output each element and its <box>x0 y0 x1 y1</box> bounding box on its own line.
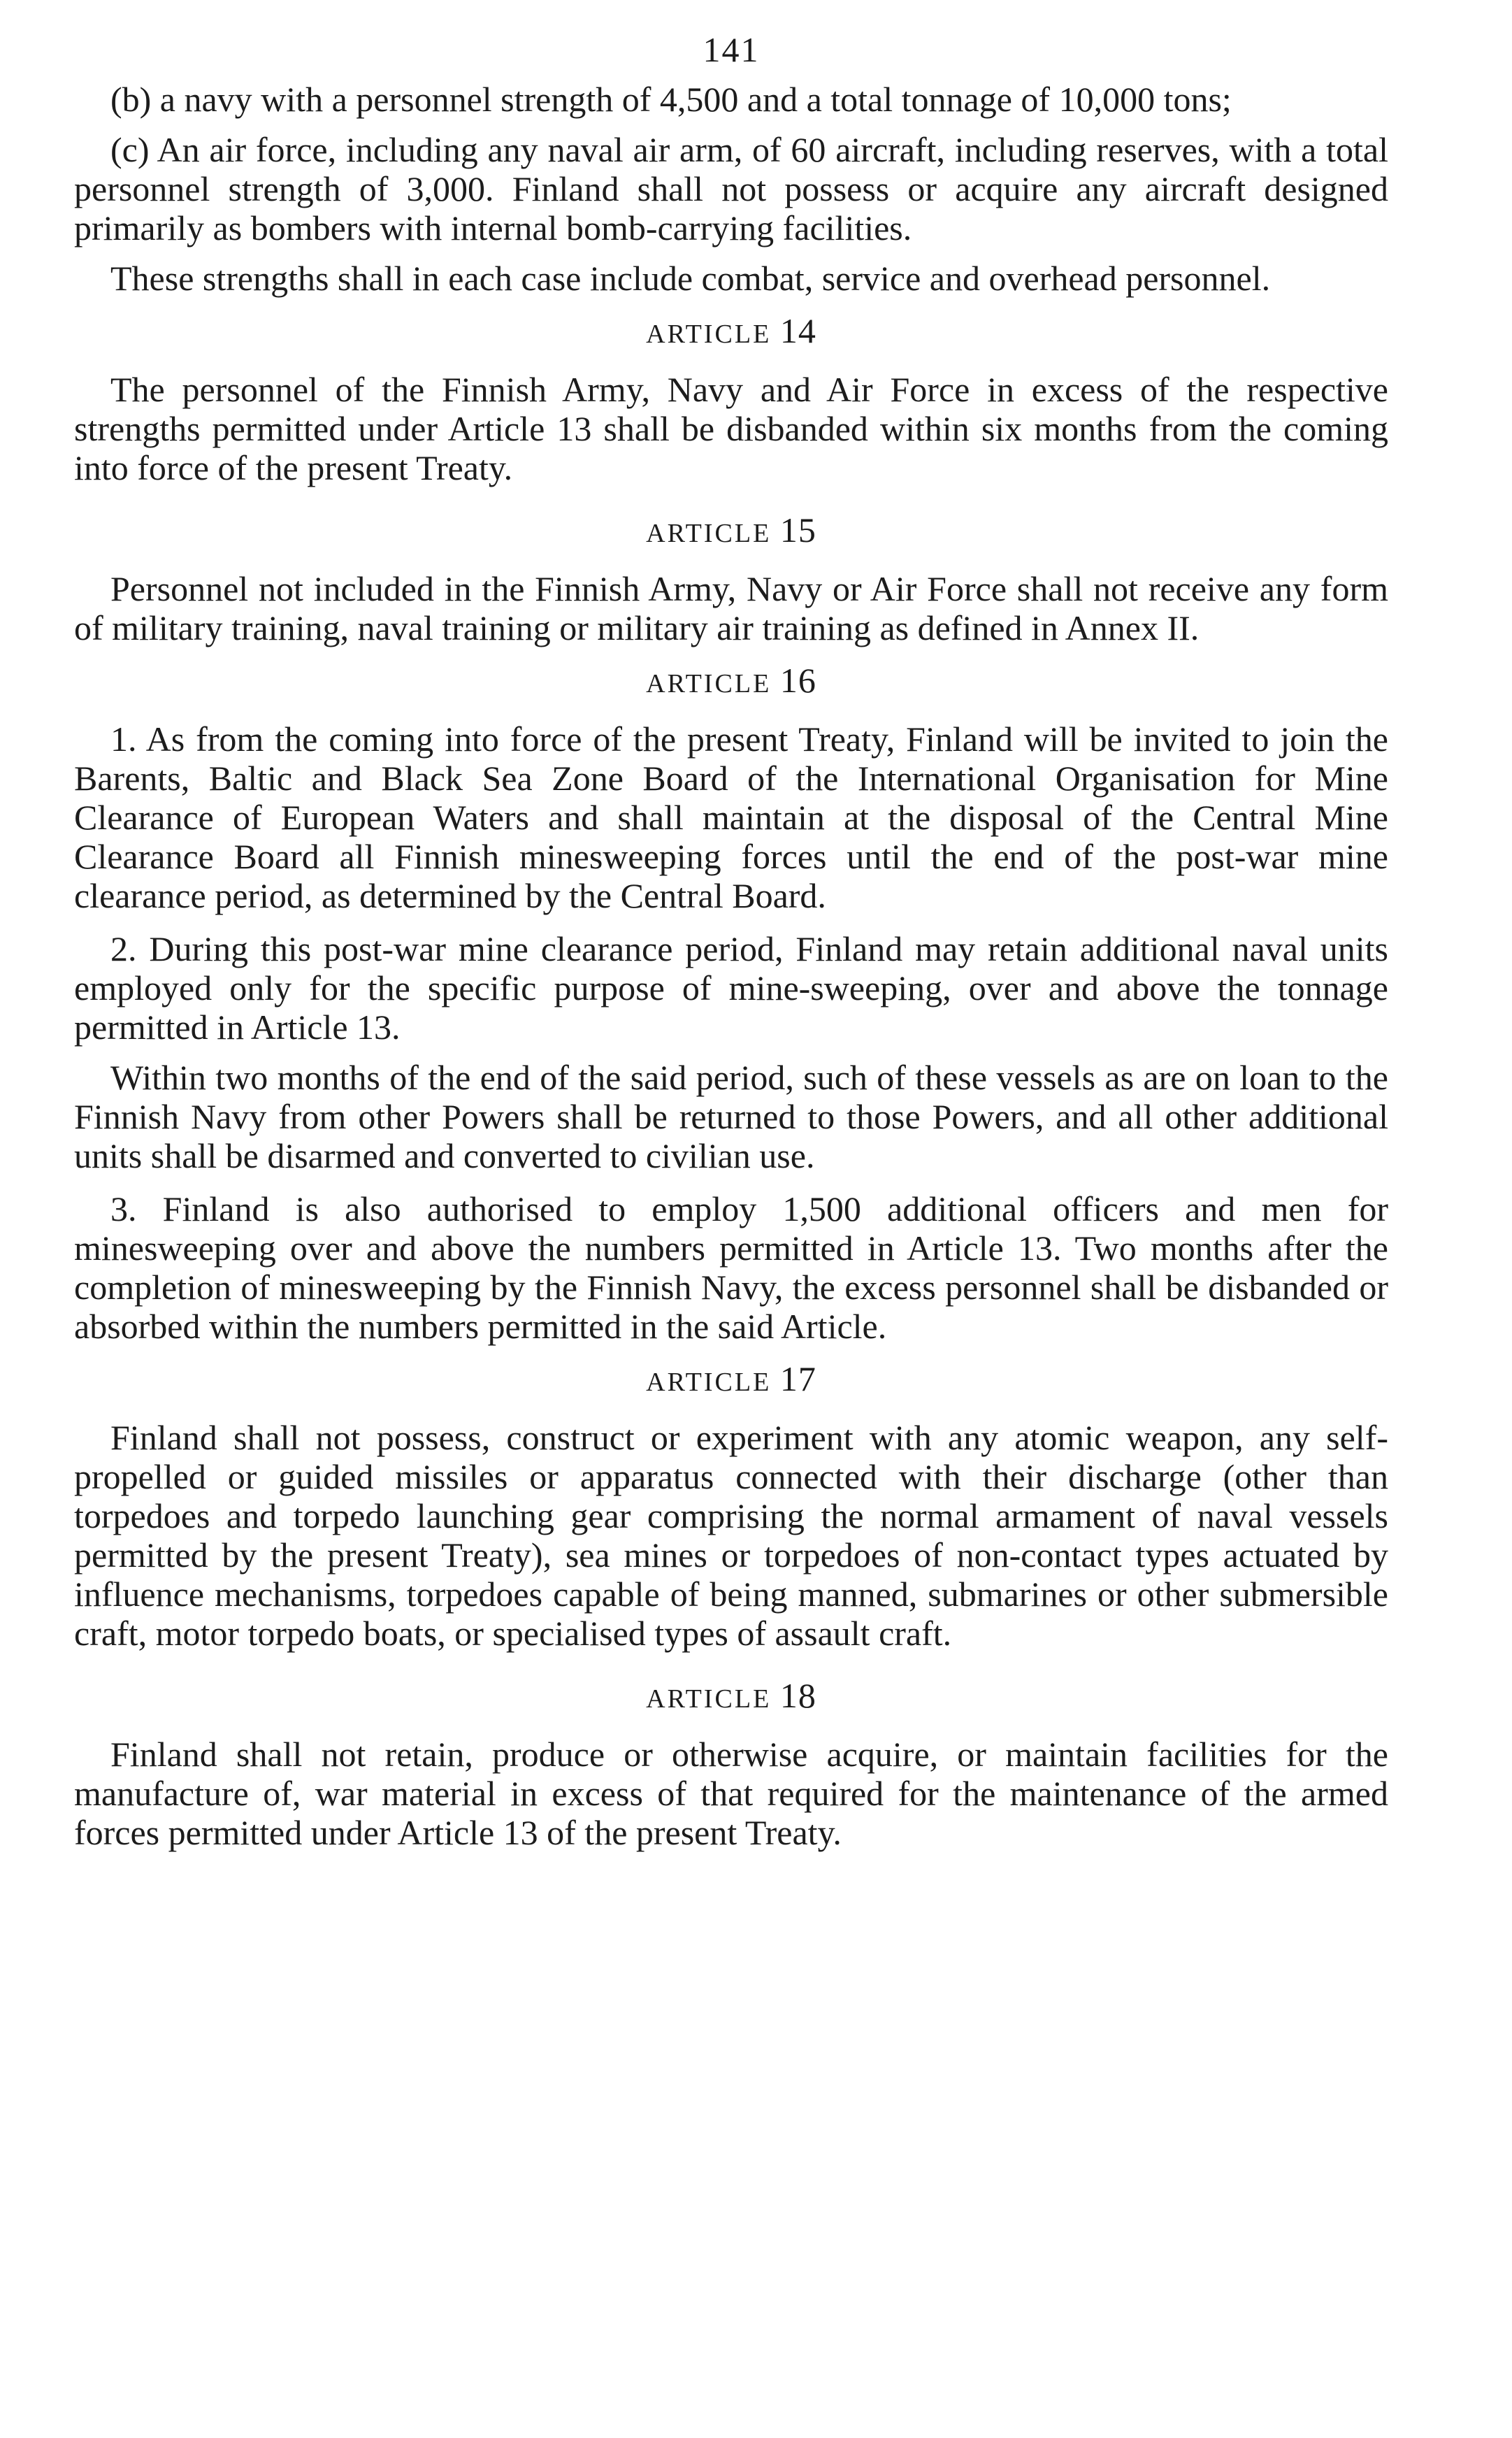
paragraph-strengths: These strengths shall in each case include combat, service and overhead personnel. <box>110 259 1271 298</box>
article-16-label: ARTICLE <box>646 669 772 698</box>
article-16-paragraph-3: Within two months of the end of the said period, such of these vessels as are on loan to the Finnish Navy from other Powers shall be returned to those Powers, and all other additional units shall be disarmed and converted to civilian use. <box>74 1058 1388 1175</box>
article-15-label: ARTICLE <box>646 519 772 548</box>
article-16-paragraph-2: 2. During this post-war mine clearance period, Finland may retain additional naval units employed only for the specific purpose of mine-sweeping, over and above the tonnage permitted in Article 13. <box>74 929 1388 1047</box>
article-17-heading <box>74 1361 1388 1400</box>
paragraph-c: (c) An air force, including any naval air arm, of 60 aircraft, including reserves, with a total personnel strength of 3,000. Finland shall not possess or acquire any aircraft designed primarily as bombers with internal bomb-carrying facilities. <box>74 130 1388 248</box>
article-18-heading <box>74 1678 1388 1716</box>
article-14-label: ARTICLE <box>646 320 772 349</box>
article-16-number: 16 <box>779 661 816 700</box>
article-14-number: 14 <box>779 311 816 350</box>
document-page <box>74 28 1388 1852</box>
article-17-text: Finland shall not possess, construct or experiment with any atomic weapon, any self-propelled or guided missiles or apparatus connected with their discharge (other than torpedoes and torpedo launching gear comprising the normal armament of naval vessels permitted by the present Treaty), sea mines or torpedoes of non-contact types actuated by influence mechanisms, torpedoes capable of being manned, submarines or other submersible craft, motor torpedo boats, or specialised types of assault craft. <box>74 1418 1388 1653</box>
article-14-text: The personnel of the Finnish Army, Navy and Air Force in excess of the respective strengths permitted under Article 13 shall be disbanded within six months from the coming into force of the present Treaty. <box>74 370 1388 487</box>
paragraph-b: (b) a navy with a personnel strength of 4,500 and a total tonnage of 10,000 tons; <box>110 80 1232 119</box>
article-14-heading <box>74 313 1388 352</box>
article-17-label: ARTICLE <box>646 1368 772 1397</box>
article-18-text: Finland shall not retain, produce or otherwise acquire, or maintain facilities for the manufacture of, war material in excess of that required for the maintenance of the armed forces permitted under Article 13 of the present Treaty. <box>74 1735 1388 1852</box>
article-18-number: 18 <box>779 1676 816 1715</box>
article-15-heading <box>74 512 1388 551</box>
article-15-number: 15 <box>779 510 816 550</box>
article-16-heading <box>74 663 1388 701</box>
article-16-paragraph-1: 1. As from the coming into force of the present Treaty, Finland will be invited to join the Barents, Baltic and Black Sea Zone Board of the International Organisation for Mine Clearance of European Waters and shall maintain at the disposal of the Central Mine Clearance Board all Finnish minesweeping forces until the end of the post-war mine clearance period, as determined by the Central Board. <box>74 719 1388 915</box>
article-15-text: Personnel not included in the Finnish Army, Navy or Air Force shall not receive any form of military training, naval training or military air training as defined in Annex II. <box>74 569 1388 647</box>
page-number: 141 <box>703 30 760 69</box>
article-16-paragraph-4: 3. Finland is also authorised to employ 1,500 additional officers and men for minesweeping over and above the numbers permitted in Article 13. Two months after the completion of minesweeping by the Finnish Navy, the excess personnel shall be disbanded or absorbed within the numbers permitted in the said Article. <box>74 1189 1388 1346</box>
article-18-label: ARTICLE <box>646 1684 772 1714</box>
article-17-number: 17 <box>779 1359 816 1398</box>
